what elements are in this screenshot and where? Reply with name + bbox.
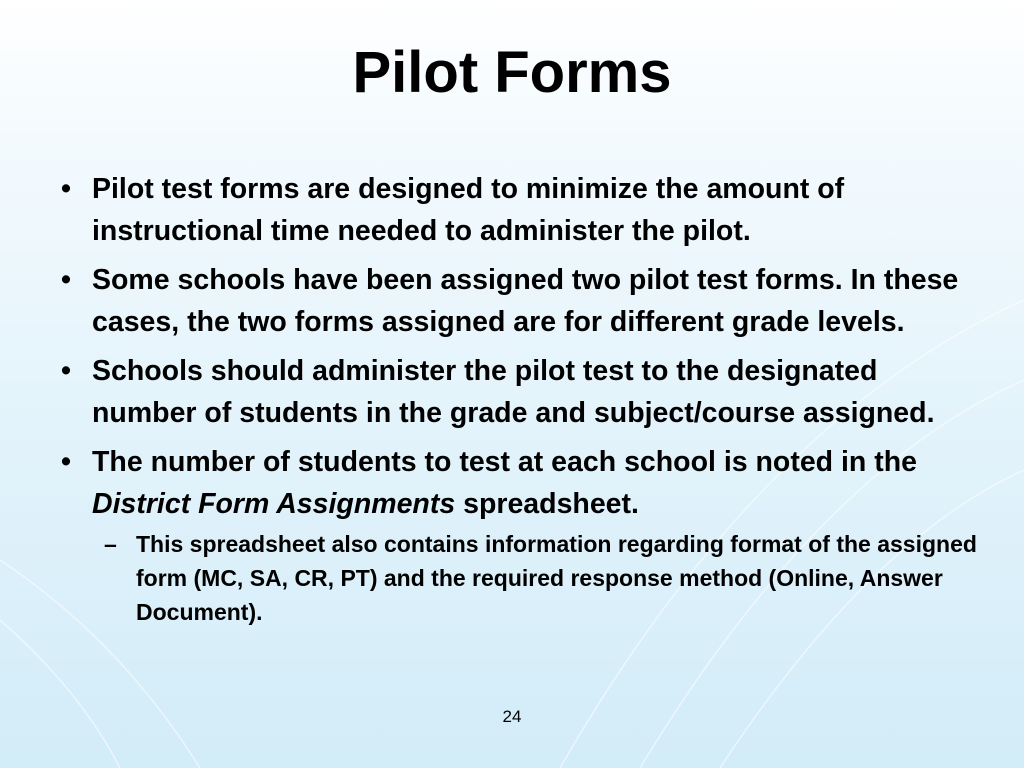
- bullet-text-part: spreadsheet.: [463, 488, 639, 520]
- bullet-item: [52, 259, 982, 343]
- bullet-item: [52, 350, 982, 434]
- slide-title: Pilot Forms: [352, 40, 672, 105]
- bullet-text: [92, 446, 917, 520]
- bullet-text: Pilot test forms are designed to minimize the amount of instructional time needed to administer the pilot.: [92, 173, 845, 247]
- document-name: District Form Assignments: [92, 488, 456, 520]
- bullet-marker: •: [61, 355, 71, 387]
- bullet-text: Schools should administer the pilot test to the designated number of students in the grade and subject/course assigned.: [92, 355, 935, 429]
- bullet-marker: •: [61, 446, 71, 478]
- bullet-list: [52, 168, 982, 636]
- bullet-item: [52, 168, 982, 252]
- page-number: 24: [502, 707, 522, 726]
- sub-bullet-list: [96, 527, 982, 629]
- sub-bullet-marker: –: [104, 531, 117, 557]
- sub-bullet-item: [96, 527, 982, 629]
- bullet-item: [52, 441, 982, 629]
- bullet-marker: •: [61, 173, 71, 205]
- sub-bullet-text: This spreadsheet also contains information regarding format of the assigned form (MC, SA, CR, PT) and the required response method (Online, Answer Document).: [136, 531, 977, 625]
- bullet-text-part: The number of students to test at each school is noted in the: [92, 446, 917, 478]
- bullet-marker: •: [61, 264, 71, 296]
- bullet-text: Some schools have been assigned two pilot test forms. In these cases, the two forms assigned are for different grade levels.: [92, 264, 959, 338]
